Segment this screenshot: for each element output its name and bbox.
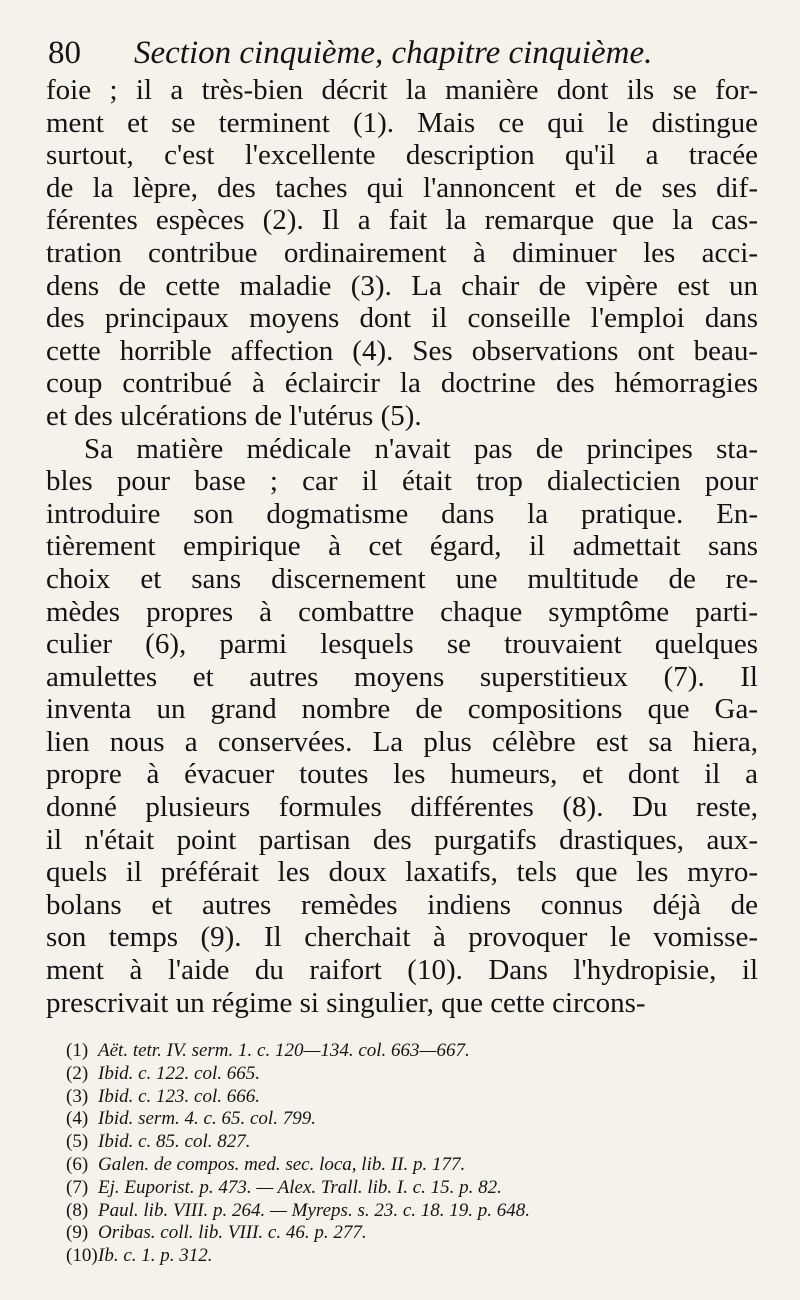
text-line: prescrivait un régime si singulier, que cette circons- — [46, 986, 646, 1019]
footnote-text: Ibid. c. 85. col. 827. — [98, 1131, 251, 1153]
text-line: mèdes propres à combattre chaque symptôme parti- — [46, 595, 758, 628]
text-line: cette horrible affection (4). Ses observations ont beau- — [46, 334, 758, 367]
text-line: lien nous a conservées. La plus célèbre est sa hiera, — [46, 725, 758, 758]
footnote — [66, 1086, 746, 1109]
footnote-mark: (4) — [66, 1108, 89, 1130]
text-line: tièrement empirique à cet égard, il admettait sans — [46, 530, 758, 563]
footnote — [66, 1063, 746, 1086]
text-line: des principaux moyens dont il conseille l'emploi dans — [46, 302, 758, 335]
footnote-text: Ib. c. 1. p. 312. — [98, 1245, 213, 1267]
footnote-mark: (5) — [66, 1131, 89, 1153]
text-line: choix et sans discernement une multitude de re- — [46, 562, 758, 595]
footnote — [66, 1040, 746, 1063]
page-header — [48, 30, 758, 76]
text-line: bolans et autres remèdes indiens connus déjà de — [46, 888, 758, 921]
footnote-text: Ibid. c. 123. col. 666. — [98, 1085, 261, 1107]
footnote-mark: (8) — [66, 1199, 89, 1221]
text-line: son temps (9). Il cherchait à provoquer le vomisse- — [46, 921, 758, 954]
footnote — [66, 1108, 746, 1131]
text-line: culier (6), parmi lesquels se trouvaient quelques — [46, 628, 758, 661]
body-text — [46, 74, 758, 1019]
text-line: inventa un grand nombre de compositions que Ga- — [46, 693, 758, 726]
text-line: propre à évacuer toutes les humeurs, et dont il a — [46, 758, 758, 791]
footnote-text: Oribas. coll. lib. VIII. c. 46. p. 277. — [98, 1222, 367, 1244]
footnote-text: Ibid. serm. 4. c. 65. col. 799. — [98, 1108, 316, 1130]
text-line: surtout, c'est l'excellente description qu'il a tracée — [46, 139, 758, 172]
footnote-text: Galen. de compos. med. sec. loca, lib. II. p. 177. — [98, 1153, 466, 1175]
text-line: amulettes et autres moyens superstitieux (7). Il — [46, 660, 758, 693]
footnote-text: Paul. lib. VIII. p. 264. — Myreps. s. 23. c. 18. 19. p. 648. — [98, 1199, 531, 1221]
footnote-mark: (3) — [66, 1085, 89, 1107]
text-line: il n'était point partisan des purgatifs drastiques, aux- — [46, 823, 758, 856]
footnote — [66, 1222, 746, 1245]
text-line: ment à l'aide du raifort (10). Dans l'hydropisie, il — [46, 954, 758, 987]
footnote — [66, 1131, 746, 1154]
footnote-text: Ej. Euporist. p. 473. — Alex. Trall. lib. I. c. 15. p. 82. — [98, 1176, 502, 1198]
text-line: et des ulcérations de l'utérus (5). — [46, 399, 422, 432]
text-line: quels il préférait les doux laxatifs, tels que les myro- — [46, 856, 758, 889]
footnote — [66, 1245, 746, 1268]
text-line: ment et se terminent (1). Mais ce qui le distingue — [46, 106, 758, 139]
footnote-text: Ibid. c. 122. col. 665. — [98, 1062, 261, 1084]
footnote-mark: (9) — [66, 1222, 89, 1244]
text-line: coup contribué à éclaircir la doctrine des hémorragies — [46, 367, 758, 400]
footnote-mark: (10) — [66, 1245, 98, 1267]
footnote-mark: (1) — [66, 1040, 89, 1061]
footnote — [66, 1154, 746, 1177]
footnote-text: Aët. tetr. IV. serm. 1. c. 120—134. col. 663—667. — [98, 1040, 470, 1061]
footnote — [66, 1177, 746, 1200]
text-line: introduire son dogmatisme dans la pratique. En- — [46, 497, 758, 530]
text-line: Sa matière médicale n'avait pas de principes sta- — [84, 432, 758, 465]
footnotes — [66, 1040, 746, 1268]
footnote-mark: (6) — [66, 1153, 89, 1175]
footnote — [66, 1200, 746, 1223]
text-line: de la lèpre, des taches qui l'annoncent et de ses dif- — [46, 171, 758, 204]
page-number: 80 — [48, 35, 81, 71]
footnote-mark: (2) — [66, 1062, 89, 1084]
running-title: Section cinquième, chapitre cinquième. — [134, 35, 653, 71]
text-line: foie ; il a très-bien décrit la manière dont ils se for- — [46, 74, 758, 106]
text-line: bles pour base ; car il était trop dialecticien pour — [46, 465, 758, 498]
text-line: dens de cette maladie (3). La chair de vipère est un — [46, 269, 758, 302]
text-line: férentes espèces (2). Il a fait la remarque que la cas- — [46, 204, 758, 237]
text-line: donné plusieurs formules différentes (8). Du reste, — [46, 791, 758, 824]
footnote-mark: (7) — [66, 1176, 89, 1198]
text-line: tration contribue ordinairement à diminuer les acci- — [46, 236, 758, 269]
